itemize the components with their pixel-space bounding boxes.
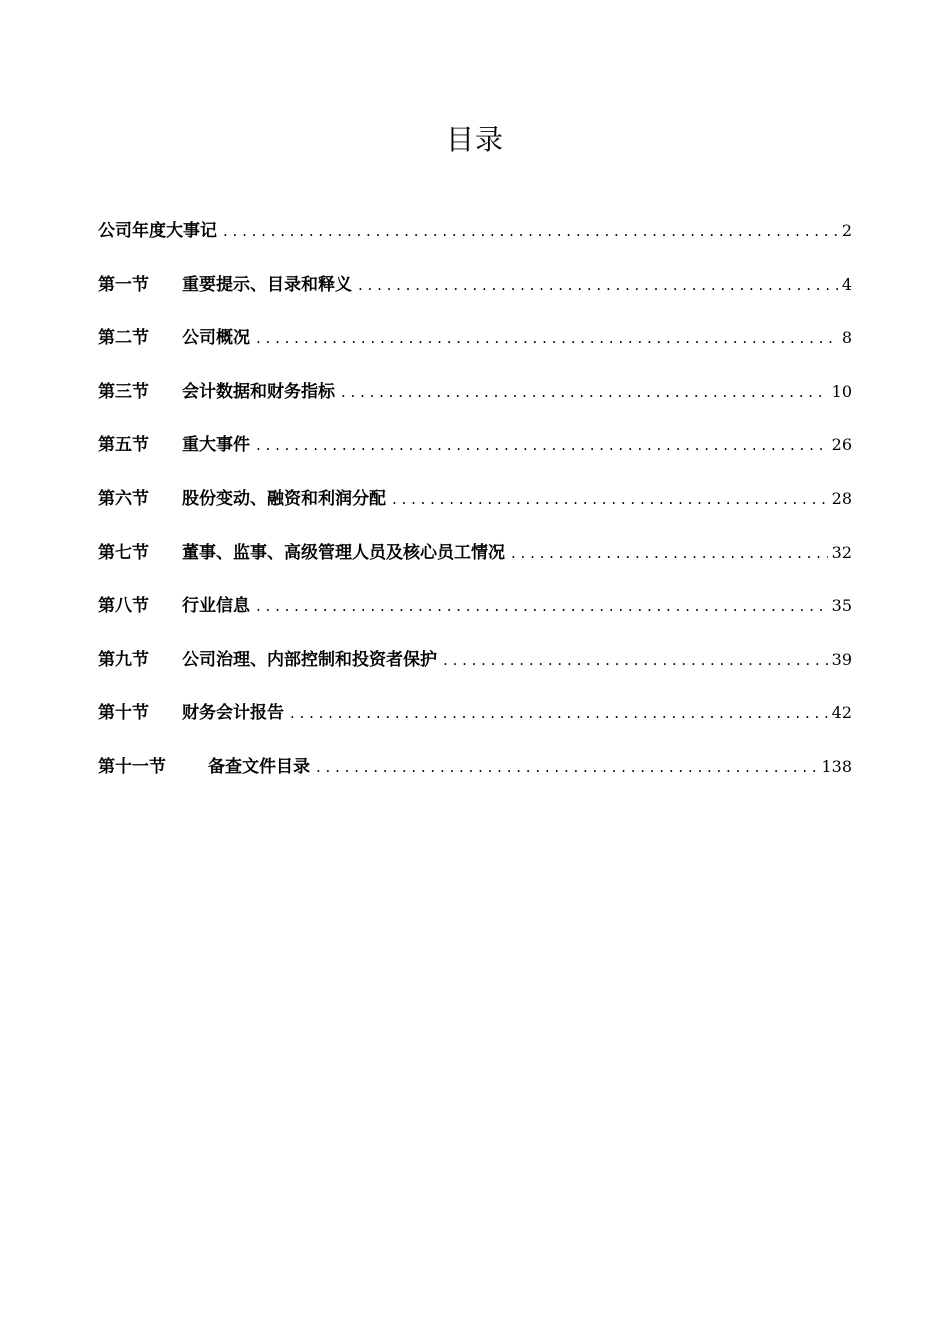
toc-section-label: 第十一节 — [98, 756, 166, 777]
toc-section-label: 第十节 — [98, 703, 149, 724]
toc-list — [98, 216, 852, 806]
toc-page-number: 42 — [831, 703, 852, 723]
toc-section-label: 第五节 — [98, 435, 149, 456]
toc-entry-name: 公司治理、内部控制和投资者保护 — [182, 649, 437, 670]
toc-section-label: 第三节 — [98, 381, 149, 402]
toc-dot-leader — [256, 323, 838, 353]
toc-entry-section-6[interactable] — [98, 484, 852, 538]
toc-entry-name: 行业信息 — [182, 596, 250, 617]
toc-section-label: 第六节 — [98, 488, 149, 509]
toc-page-number: 4 — [841, 274, 852, 294]
toc-dot-leader — [358, 270, 838, 300]
toc-section-label: 第二节 — [98, 328, 149, 349]
toc-entry-name: 备查文件目录 — [208, 756, 310, 777]
toc-page-number: 26 — [831, 435, 852, 455]
toc-dot-leader — [392, 484, 828, 514]
toc-dot-leader — [511, 538, 828, 568]
page-title: 目录 — [445, 123, 504, 156]
toc-entry-section-2[interactable] — [98, 323, 852, 377]
toc-entry-section-3[interactable] — [98, 377, 852, 431]
toc-entry-name: 财务会计报告 — [182, 703, 284, 724]
toc-entry-name: 公司年度大事记 — [98, 221, 217, 241]
toc-entry-section-5[interactable] — [98, 430, 852, 484]
toc-dot-leader — [443, 645, 828, 675]
toc-section-label: 第八节 — [98, 596, 149, 617]
toc-entry-name: 重要提示、目录和释义 — [182, 274, 352, 295]
toc-dot-leader — [341, 377, 828, 407]
toc-section-label: 第九节 — [98, 649, 149, 670]
toc-page-number: 39 — [831, 649, 852, 669]
toc-page-number: 10 — [831, 381, 852, 401]
toc-entry-name: 会计数据和财务指标 — [182, 381, 335, 402]
toc-entry-name: 董事、监事、高级管理人员及核心员工情况 — [182, 542, 505, 563]
toc-entry-section-1[interactable] — [98, 270, 852, 324]
toc-entry-name: 重大事件 — [182, 435, 250, 456]
toc-dot-leader — [256, 430, 828, 460]
toc-entry-name: 股份变动、融资和利润分配 — [182, 488, 386, 509]
toc-dot-leader — [256, 591, 828, 621]
toc-entry-annual-events[interactable] — [98, 216, 852, 270]
toc-section-label: 第七节 — [98, 542, 149, 563]
toc-entry-section-9[interactable] — [98, 645, 852, 699]
toc-page-number: 35 — [831, 596, 852, 616]
toc-page-number: 32 — [831, 542, 852, 562]
toc-dot-leader — [316, 752, 817, 782]
toc-entry-name: 公司概况 — [182, 328, 250, 349]
toc-dot-leader — [223, 216, 838, 246]
toc-dot-leader — [290, 698, 828, 728]
toc-entry-section-8[interactable] — [98, 591, 852, 645]
toc-section-label: 第一节 — [98, 274, 149, 295]
toc-entry-section-10[interactable] — [98, 698, 852, 752]
toc-page-number: 138 — [821, 756, 852, 776]
toc-page-number: 2 — [841, 221, 852, 240]
toc-entry-section-7[interactable] — [98, 538, 852, 592]
toc-page-number: 28 — [831, 488, 852, 508]
toc-entry-section-11[interactable] — [98, 752, 852, 806]
toc-page-number: 8 — [841, 328, 852, 348]
